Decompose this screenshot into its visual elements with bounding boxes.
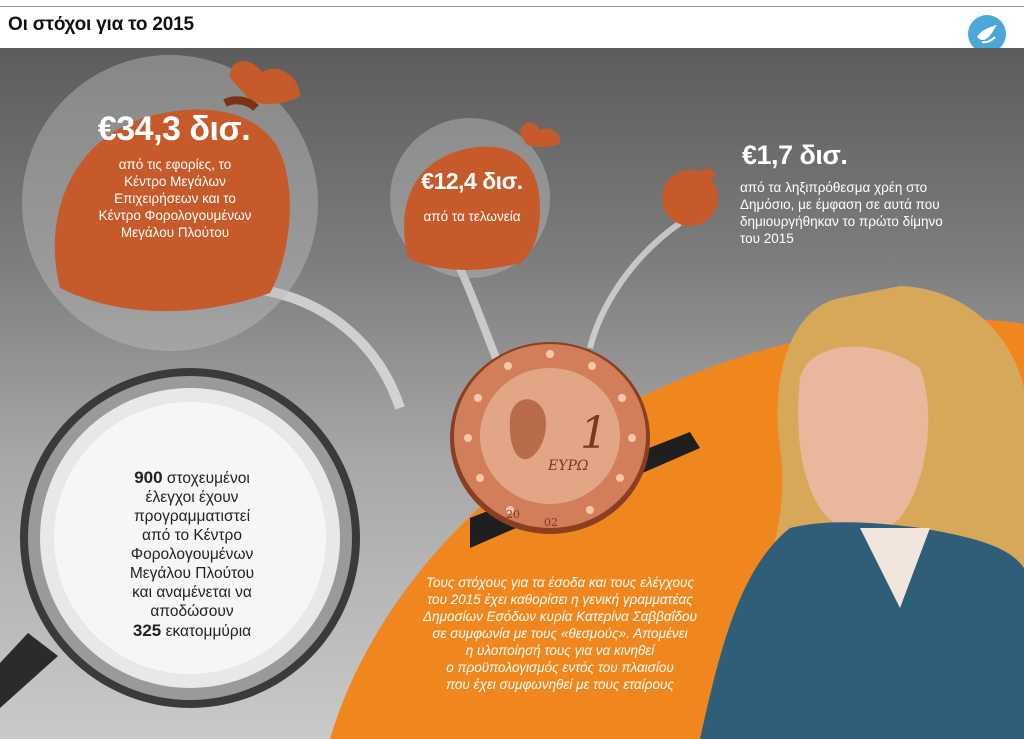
target-1-description: από τις εφορίες, το Κέντρο Μεγάλων Επιχειρήσεων και το Κέντρο Φορολογουμένων Μεγάλου Πλούτου xyxy=(98,157,252,240)
coin-value: 1 xyxy=(580,408,608,459)
target-2-description: από τα τελωνεία xyxy=(423,209,521,224)
target-3-description: από τα ληξιπρόθεσμα χρέη στο Δημόσιο, με έμφαση σε αυτά που δημιουργήθηκαν το πρώτο δίμηνο του 2015 xyxy=(740,180,943,246)
coin-year-right: 02 xyxy=(544,516,558,529)
audits-amount: 325 xyxy=(132,621,162,640)
audits-count: 900 xyxy=(134,468,163,487)
top-rule xyxy=(0,6,1024,7)
coin-label: ΕΥΡΩ xyxy=(548,458,589,474)
audits-text: 900 στοχευμένοι έλεγχοι έχουν προγραμματιστεί από το Κέντρο Φορολογουμένων Μεγάλου Πλούτου και αναμένεται να αποδώσουν 325 εκατομμύρια xyxy=(129,468,255,640)
money-bag-medium xyxy=(390,118,560,278)
target-3-value: €1,7 δισ. xyxy=(742,140,848,170)
target-1-value: €34,3 δισ. xyxy=(97,110,251,148)
coin-year-left: 20 xyxy=(506,508,520,521)
official-quote: Τους στόχους για τα έσοδα και τους ελέγχους του 2015 έχει καθορίσει η γενική γραμματέας Δημοσίων Εσόδων κυρία Κατερίνα Σαββαΐδου σε συμφωνία με τους «θεσμούς». Απομένει η υλοποίησή τους για να κινηθεί ο προϋπολογισμός εντός του πλαισίου που έχει συμφωνηθεί με τους εταίρους xyxy=(423,575,697,692)
page-title: Οι στόχοι για το 2015 xyxy=(8,14,194,35)
target-2-value: €12,4 δισ. xyxy=(421,168,523,194)
euro-coin xyxy=(450,342,650,534)
money-bag-small xyxy=(662,169,718,226)
infographic-panel xyxy=(0,48,1024,739)
